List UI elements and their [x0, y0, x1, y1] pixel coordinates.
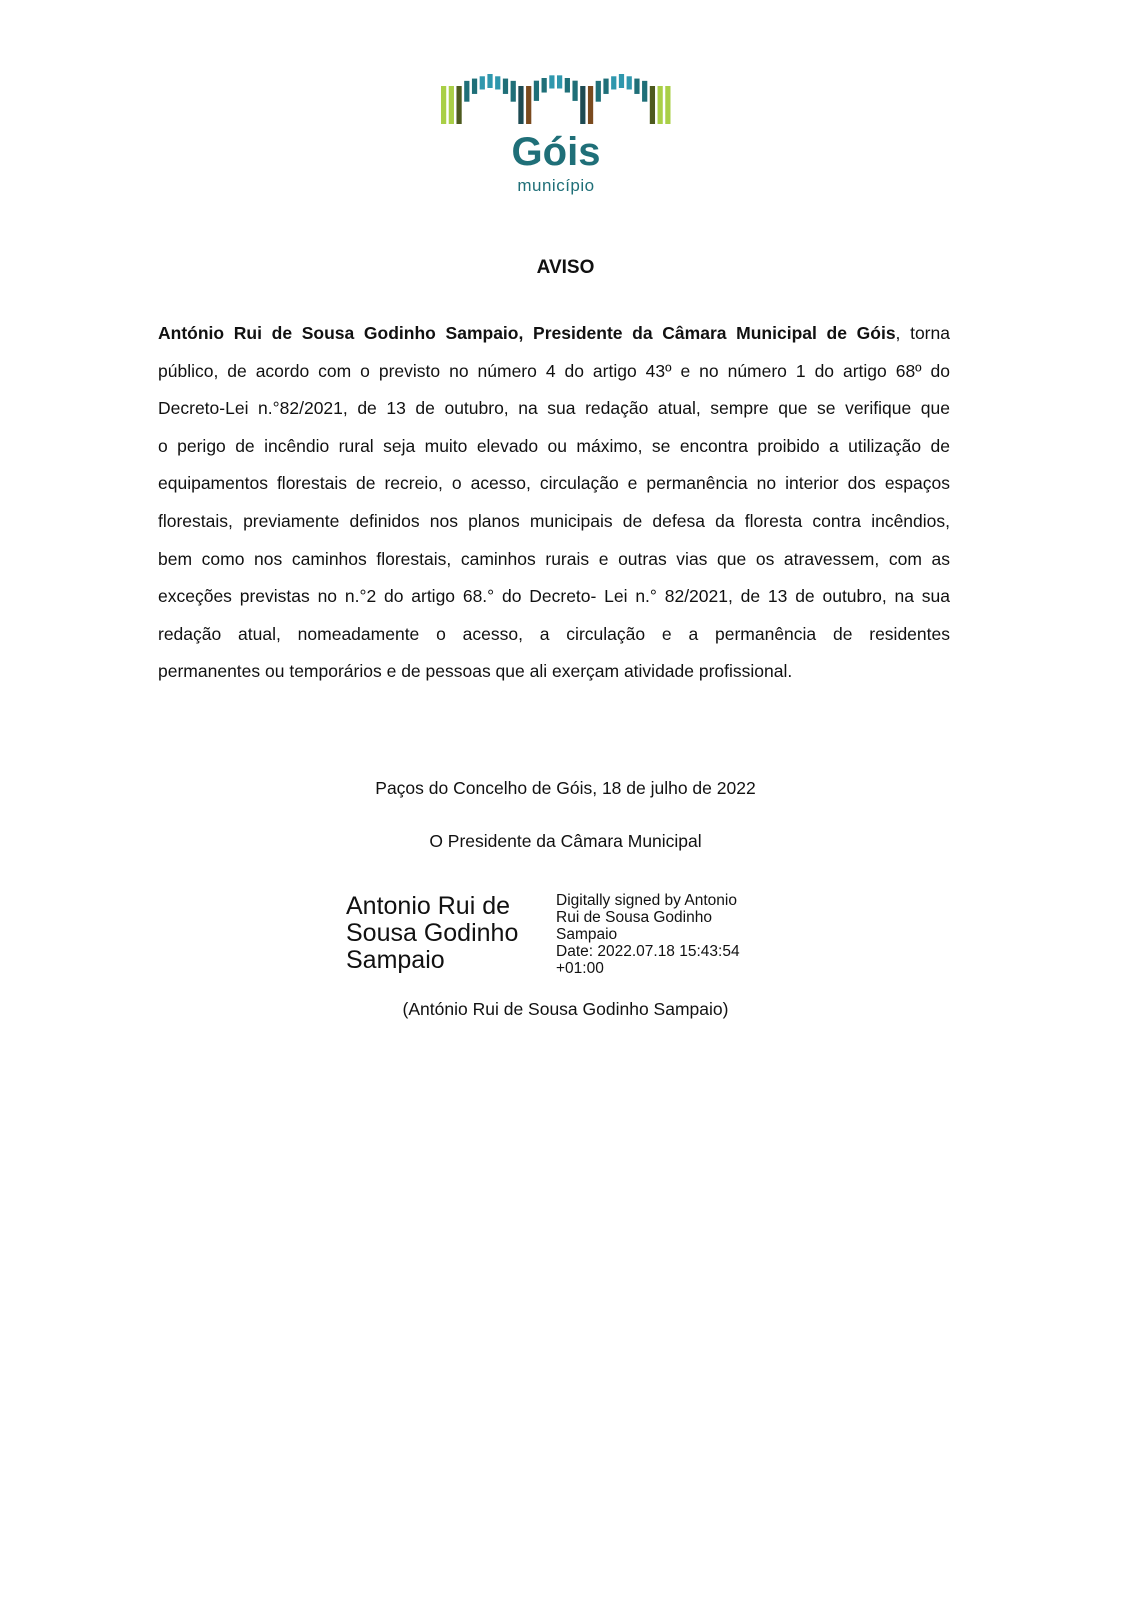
logo-bar [611, 76, 616, 89]
logo-bar [596, 81, 601, 102]
logo-bar [487, 74, 492, 88]
gois-municipality-logo [440, 72, 672, 202]
paragraph-line: público, de acordo com o previsto no número 4 do artigo 43º e no número 1 do artigo 68º do [158, 360, 950, 381]
paragraph-line: bem como nos caminhos florestais, caminhos rurais e outras vias que os atravessem, com as [158, 548, 950, 569]
logo-bar [642, 81, 647, 102]
logo-bar [634, 79, 639, 94]
logo-bar [534, 81, 539, 101]
paragraph-line: o perigo de incêndio rural seja muito elevado ou máximo, se encontra proibido a utilização de [158, 435, 950, 456]
logo-bar [580, 86, 585, 124]
logo-bar [495, 76, 500, 89]
logo-bar [557, 75, 562, 88]
bridge-bars-icon [440, 72, 672, 128]
place-date: Paços do Concelho de Góis, 18 de julho de 2022 [375, 778, 756, 798]
notice-paragraph [158, 320, 950, 696]
paragraph-line: equipamentos florestais de recreio, o acesso, circulação e permanência no interior dos espaços [158, 473, 950, 494]
signer-name: (António Rui de Sousa Godinho Sampaio) [402, 999, 729, 1019]
logo-bar [503, 79, 508, 94]
logo-name: Góis [511, 130, 601, 174]
logo-subtitle: município [517, 176, 595, 195]
paragraph-line: António Rui de Sousa Godinho Sampaio, Presidente da Câmara Municipal de Góis, torna [158, 323, 950, 343]
digital-signature-name: Antonio Rui de Sousa Godinho Sampaio [346, 892, 519, 974]
logo-bar [619, 74, 624, 88]
logo-bar [588, 86, 593, 124]
logo-bar [542, 78, 547, 93]
logo-bar [572, 81, 577, 101]
logo-bar [511, 81, 516, 102]
logo-bar [627, 76, 632, 89]
signer-role: O Presidente da Câmara Municipal [429, 831, 702, 851]
logo-bar [549, 75, 554, 88]
logo-bar [518, 86, 523, 124]
logo-bar [456, 86, 461, 124]
logo-bar [480, 76, 485, 89]
logo-bar [472, 79, 477, 94]
logo-bar [658, 86, 663, 124]
digital-signature-info: Digitally signed by Antonio Rui de Sousa Godinho Sampaio Date: 2022.07.18 15:43:54 +01:00 [556, 892, 740, 977]
logo-bar [665, 86, 670, 124]
paragraph-line: florestais, previamente definidos nos planos municipais de defesa da floresta contra incêndios, [158, 510, 950, 531]
logo-bar [650, 86, 655, 124]
logo-bar [526, 86, 531, 124]
paragraph-line: Decreto-Lei n.°82/2021, de 13 de outubro, na sua redação atual, sempre que se verifique que [158, 398, 950, 419]
paragraph-line: exceções previstas no n.°2 do artigo 68.° do Decreto- Lei n.° 82/2021, de 13 de outubro, na sua [158, 586, 950, 607]
logo-bar [449, 86, 454, 124]
bold-lead: António Rui de Sousa Godinho Sampaio, Presidente da Câmara Municipal de Góis [158, 323, 896, 343]
logo-bar [603, 79, 608, 94]
logo-bar [464, 81, 469, 102]
logo-bar [565, 78, 570, 93]
logo-bar [441, 86, 446, 124]
paragraph-line: redação atual, nomeadamente o acesso, a circulação e a permanência de residentes [158, 623, 950, 644]
page-title: AVISO [536, 257, 595, 278]
paragraph-line: permanentes ou temporários e de pessoas que ali exerçam atividade profissional. [158, 661, 793, 682]
